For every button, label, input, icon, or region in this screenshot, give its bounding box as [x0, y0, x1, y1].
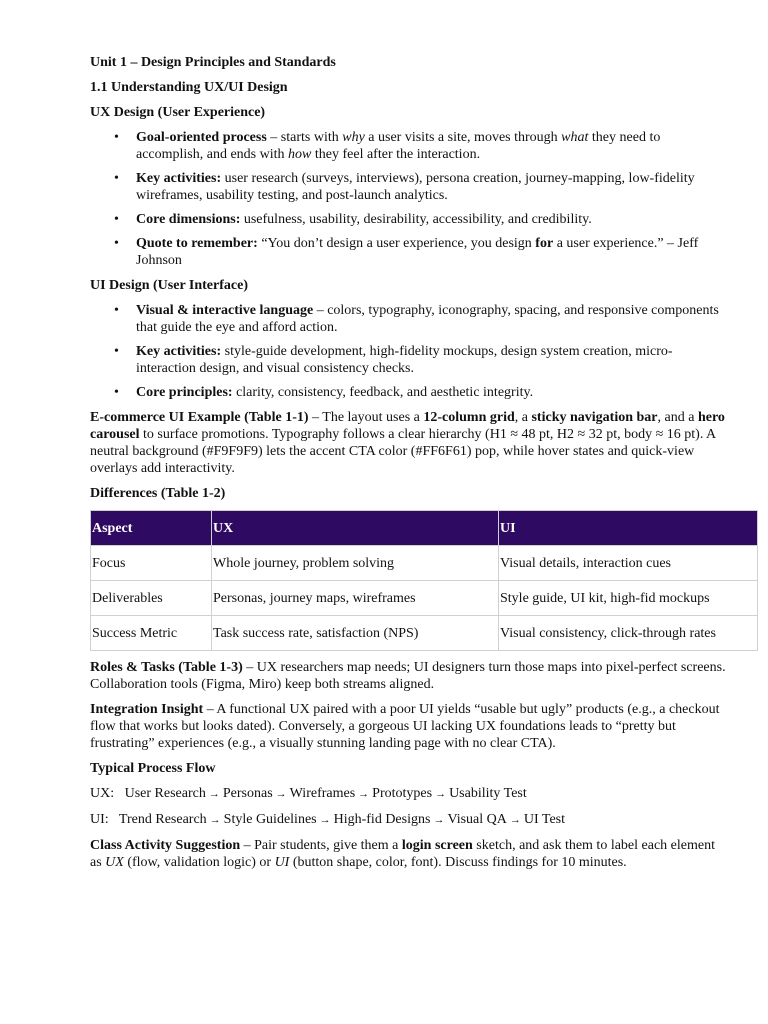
document-body — [90, 54, 730, 879]
arrow-icon: → — [209, 814, 221, 826]
table-cell: Whole journey, problem solving — [212, 546, 499, 581]
list-item: • Quote to remember: “You don’t design a user experience, you design for a user experience.” – Jeff Johnson — [136, 235, 730, 269]
roles-paragraph: Roles & Tasks (Table 1-3) – UX researchers map needs; UI designers turn those maps into pixel-perfect screens. Collaboration tools (Figma, Miro) keep both streams aligned. — [90, 660, 726, 692]
activity-paragraph: Class Activity Suggestion – Pair students, give them a login screen sketch, and ask them to label each element as UX (flow, validation logic) or UI (button shape, color, font). Discuss findings for 10 minutes. — [90, 838, 715, 870]
differences-table — [90, 510, 758, 651]
differences-heading: Differences (Table 1-2) — [90, 486, 226, 501]
table-cell: Task success rate, satisfaction (NPS) — [212, 616, 499, 651]
list-item: • Visual & interactive language – colors, typography, iconography, spacing, and responsive components that guide the eye and afford action. — [136, 302, 730, 336]
process-heading: Typical Process Flow — [90, 761, 216, 776]
ux-process-flow: UX: User Research → Personas → Wireframes → Prototypes → Usability Test — [90, 786, 527, 801]
list-item: • Key activities: style-guide development, high-fidelity mockups, design system creation, micro-interaction design, and visual consistency checks. — [136, 343, 730, 377]
table-row — [91, 546, 758, 581]
table-cell: Style guide, UI kit, high-fid mockups — [499, 581, 758, 616]
table-cell: Visual consistency, click-through rates — [499, 616, 758, 651]
table-cell: Focus — [91, 546, 212, 581]
ui-heading: UI Design (User Interface) — [90, 278, 248, 293]
column-header: UX — [212, 511, 499, 546]
ui-process-flow: UI: Trend Research → Style Guidelines → High-fid Designs → Visual QA → UI Test — [90, 812, 566, 827]
arrow-icon: → — [435, 788, 447, 800]
list-item: • Goal-oriented process – starts with why a user visits a site, moves through what they need to accomplish, and ends with how they feel after the interaction. — [136, 129, 730, 163]
arrow-icon: → — [208, 788, 220, 800]
table-cell: Deliverables — [91, 581, 212, 616]
table-cell: Visual details, interaction cues — [499, 546, 758, 581]
list-item: • Core dimensions: usefulness, usability, desirability, accessibility, and credibility. — [136, 211, 730, 228]
arrow-icon: → — [319, 814, 331, 826]
ux-list — [90, 129, 730, 269]
column-header: Aspect — [91, 511, 212, 546]
arrow-icon: → — [358, 788, 370, 800]
table-row — [91, 581, 758, 616]
ux-heading: UX Design (User Experience) — [90, 105, 266, 120]
ecommerce-paragraph: E-commerce UI Example (Table 1-1) – The layout uses a 12-column grid, a sticky navigation bar, and a hero carousel to surface promotions. Typography follows a clear hierarchy (H1 ≈ 48 pt, H2 ≈ 32 pt, body ≈ 16 pt). A neutral background (#F9F9F9) lets the accent CTA color (#FF6F61) pop, while hover states and quick-view overlays add interactivity. — [90, 410, 725, 476]
list-item: • Core principles: clarity, consistency, feedback, and aesthetic integrity. — [136, 384, 730, 401]
arrow-icon: → — [275, 788, 287, 800]
ui-list — [90, 302, 730, 401]
unit-title: Unit 1 – Design Principles and Standards — [90, 55, 336, 70]
table-cell: Personas, journey maps, wireframes — [212, 581, 499, 616]
integration-paragraph: Integration Insight – A functional UX paired with a poor UI yields “usable but ugly” products (e.g., a checkout flow that works but looks dated). Conversely, a gorgeous UI lacking UX foundations leads to “pretty but frustrating” experiences (e.g., a visually stunning landing page with no clear CTA). — [90, 702, 720, 751]
table-header-row — [91, 511, 758, 546]
list-item: • Key activities: user research (surveys, interviews), persona creation, journey-mapping, low-fidelity wireframes, usability testing, and post-launch analytics. — [136, 170, 730, 204]
column-header: UI — [499, 511, 758, 546]
arrow-icon: → — [433, 814, 445, 826]
section-title: 1.1 Understanding UX/UI Design — [90, 80, 288, 95]
table-row — [91, 616, 758, 651]
table-cell: Success Metric — [91, 616, 212, 651]
arrow-icon: → — [509, 814, 521, 826]
